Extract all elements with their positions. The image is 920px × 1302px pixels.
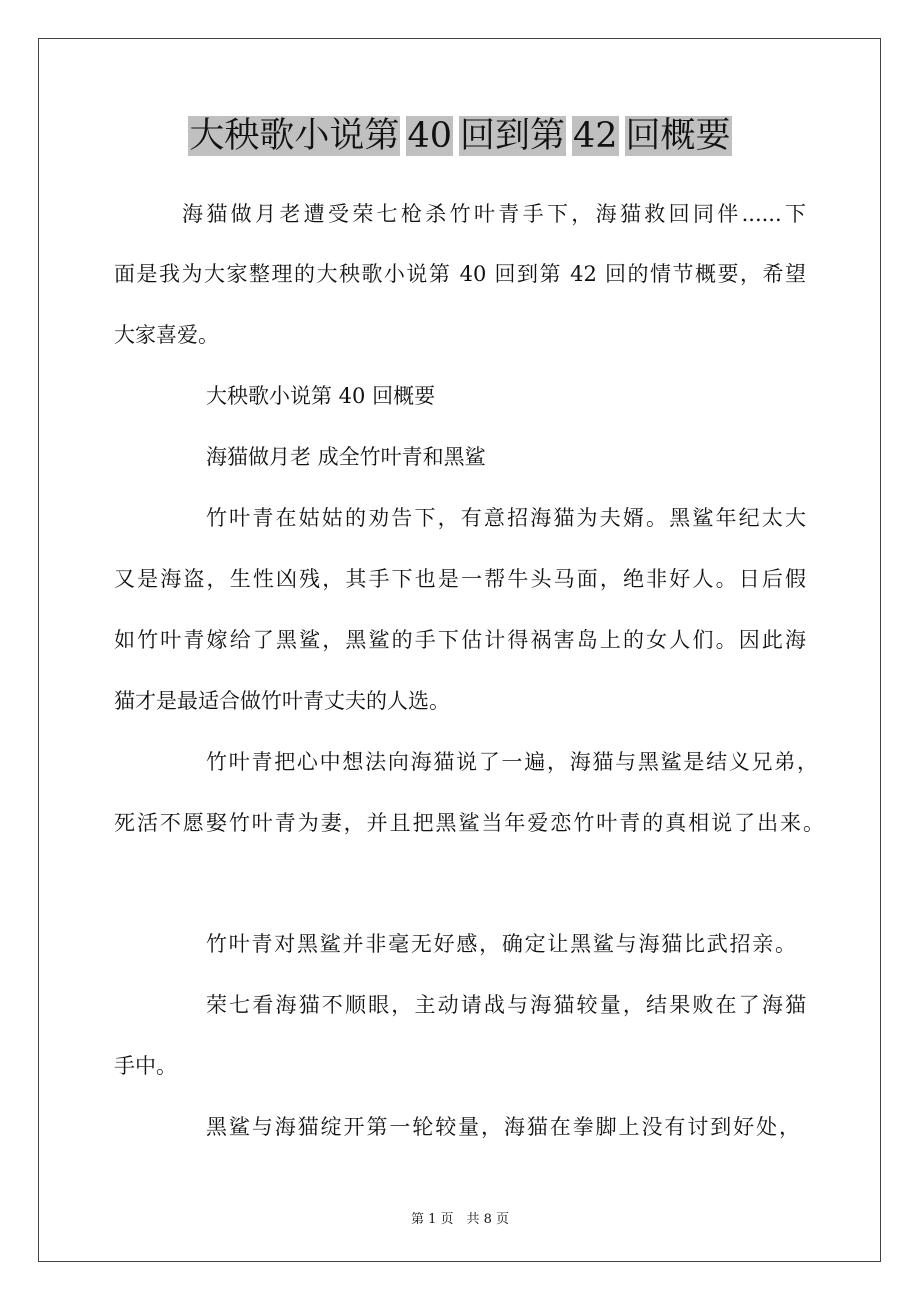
title-segment: 回概要: [625, 116, 731, 156]
paragraph-line: 黑鲨与海猫绽开第一轮较量，海猫在拳脚上没有讨到好处，: [206, 1115, 800, 1139]
paragraph-line: 猫才是最适合做竹叶青丈夫的人选。: [114, 689, 450, 713]
paragraph-line: 面是我为大家整理的大秧歌小说第 40 回到第 42 回的情节概要，希望: [114, 262, 806, 286]
title-segment: 40: [407, 116, 452, 156]
paragraph-line: 竹叶青在姑姑的劝告下，有意招海猫为夫婿。黑鲨年纪太大: [206, 506, 806, 530]
paragraph-line: 竹叶青把心中想法向海猫说了一遍，海猫与黑鲨是结义兄弟，: [206, 750, 818, 774]
paragraph-line: 如竹叶青嫁给了黑鲨，黑鲨的手下估计得祸害岛上的女人们。因此海: [114, 628, 806, 652]
paragraph-line: 手中。: [114, 1054, 177, 1078]
title-segment: 42: [573, 116, 618, 156]
paragraph-line: 海猫做月老遭受荣七枪杀竹叶青手下，海猫救回同伴......下: [182, 202, 806, 226]
title-segment: 大秧歌小说第: [189, 116, 400, 156]
paragraph-line: 又是海盗，生性凶残，其手下也是一帮牛头马面，绝非好人。日后假: [114, 567, 806, 591]
paragraph-line: 竹叶青对黑鲨并非毫无好感，确定让黑鲨与海猫比武招亲。: [206, 932, 796, 956]
page-number-footer: 第 1 页 共 8 页: [410, 1212, 510, 1227]
paragraph-line: 死活不愿娶竹叶青为妻，并且把黑鲨当年爱恋竹叶青的真相说了出来。: [114, 811, 824, 835]
title-segment: 回到第: [459, 116, 565, 156]
section-subheading: 海猫做月老 成全竹叶青和黑鲨: [206, 445, 486, 469]
paragraph-line: 大家喜爱。: [114, 323, 219, 347]
document-title: [0, 112, 920, 160]
paragraph-line: 荣七看海猫不顺眼，主动请战与海猫较量，结果败在了海猫: [206, 993, 806, 1017]
section-heading: 大秧歌小说第 40 回概要: [206, 384, 436, 408]
